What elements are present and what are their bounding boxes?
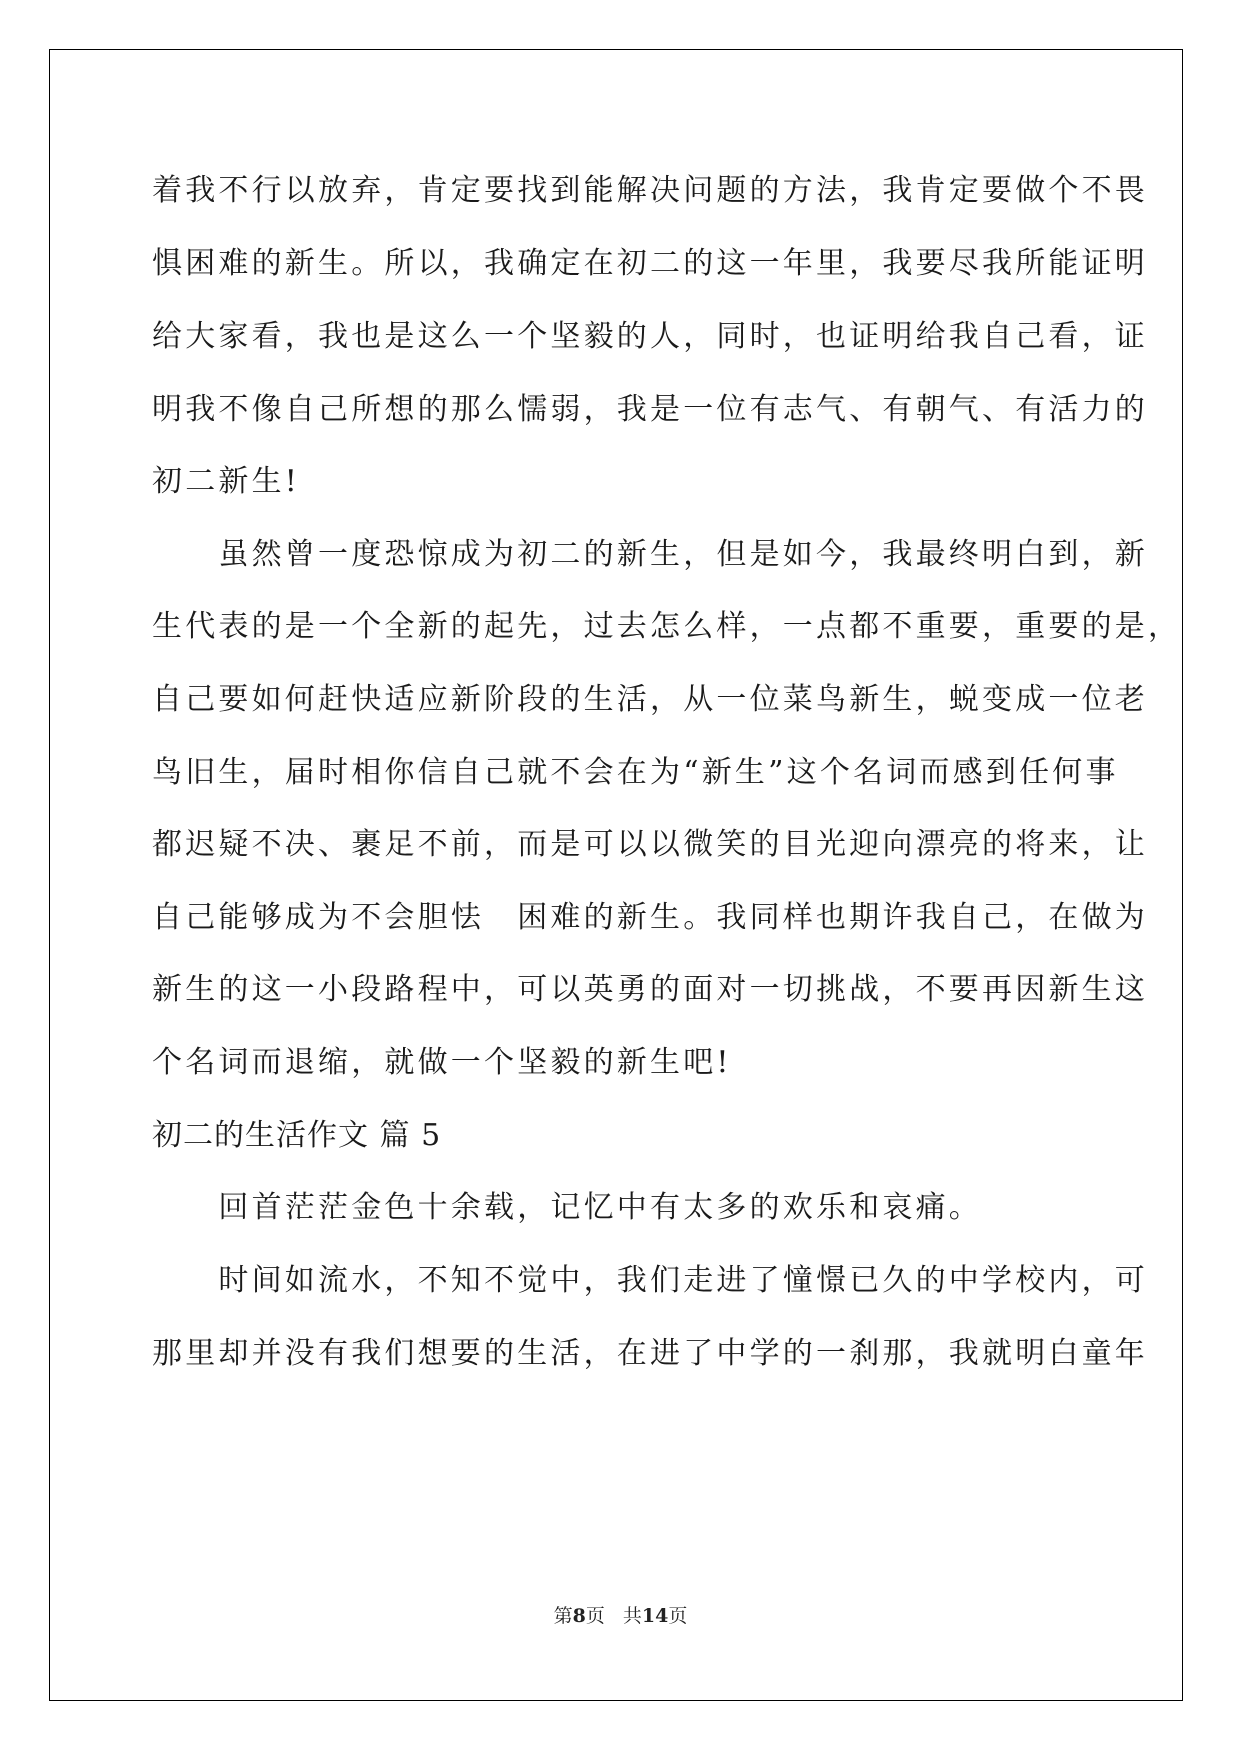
- footer-total-prefix: 共: [622, 1605, 642, 1627]
- total-pages-number: 14: [641, 1605, 669, 1627]
- text-line: 自己能够成为不会胆怯 困难的新生。我同样也期许我自己，在做为: [152, 900, 1148, 935]
- text-line: 给大家看，我也是这么一个坚毅的人，同时，也证明给我自己看，证: [152, 319, 1148, 354]
- text-line: 着我不行以放弃，肯定要找到能解决问题的方法，我肯定要做个不畏: [152, 173, 1148, 208]
- footer-suffix: 页: [668, 1605, 688, 1627]
- text-line: 明我不像自己所想的那么懦弱，我是一位有志气、有朝气、有活力的: [152, 392, 1148, 427]
- text-line: 鸟旧生，届时相你信自己就不会在为“新生”这个名词而感到任何事: [152, 755, 1119, 790]
- page-border: [49, 49, 1183, 1701]
- text-line: 生代表的是一个全新的起先，过去怎么样，一点都不重要，重要的是，: [152, 609, 1182, 644]
- text-line: 个名词而退缩，就做一个坚毅的新生吧!: [152, 1045, 732, 1080]
- current-page-number: 8: [572, 1605, 586, 1627]
- text-line: 惧困难的新生。所以，我确定在初二的这一年里，我要尽我所能证明: [152, 246, 1148, 281]
- text-line: 都迟疑不决、裹足不前，而是可以以微笑的目光迎向漂亮的将来，让: [152, 827, 1148, 862]
- text-line: 自己要如何赶快适应新阶段的生活，从一位菜鸟新生，蜕变成一位老: [152, 682, 1148, 717]
- text-line: 时间如流水，不知不觉中，我们走进了憧憬已久的中学校内，可: [152, 1263, 1148, 1298]
- section-heading: 初二的生活作文 篇 5: [152, 1118, 442, 1153]
- footer-prefix: 第: [553, 1605, 573, 1627]
- text-line: 回首茫茫金色十余载，记忆中有太多的欢乐和哀痛。: [152, 1190, 982, 1225]
- page-footer: [0, 1604, 1241, 1628]
- text-line: 初二新生!: [152, 464, 301, 499]
- text-line: 虽然曾一度恐惊成为初二的新生，但是如今，我最终明白到，新: [152, 537, 1148, 572]
- text-line: 那里却并没有我们想要的生活，在进了中学的一刹那，我就明白童年: [152, 1336, 1148, 1371]
- text-line: 新生的这一小段路程中，可以英勇的面对一切挑战，不要再因新生这: [152, 972, 1148, 1007]
- footer-page-word: 页: [585, 1605, 605, 1627]
